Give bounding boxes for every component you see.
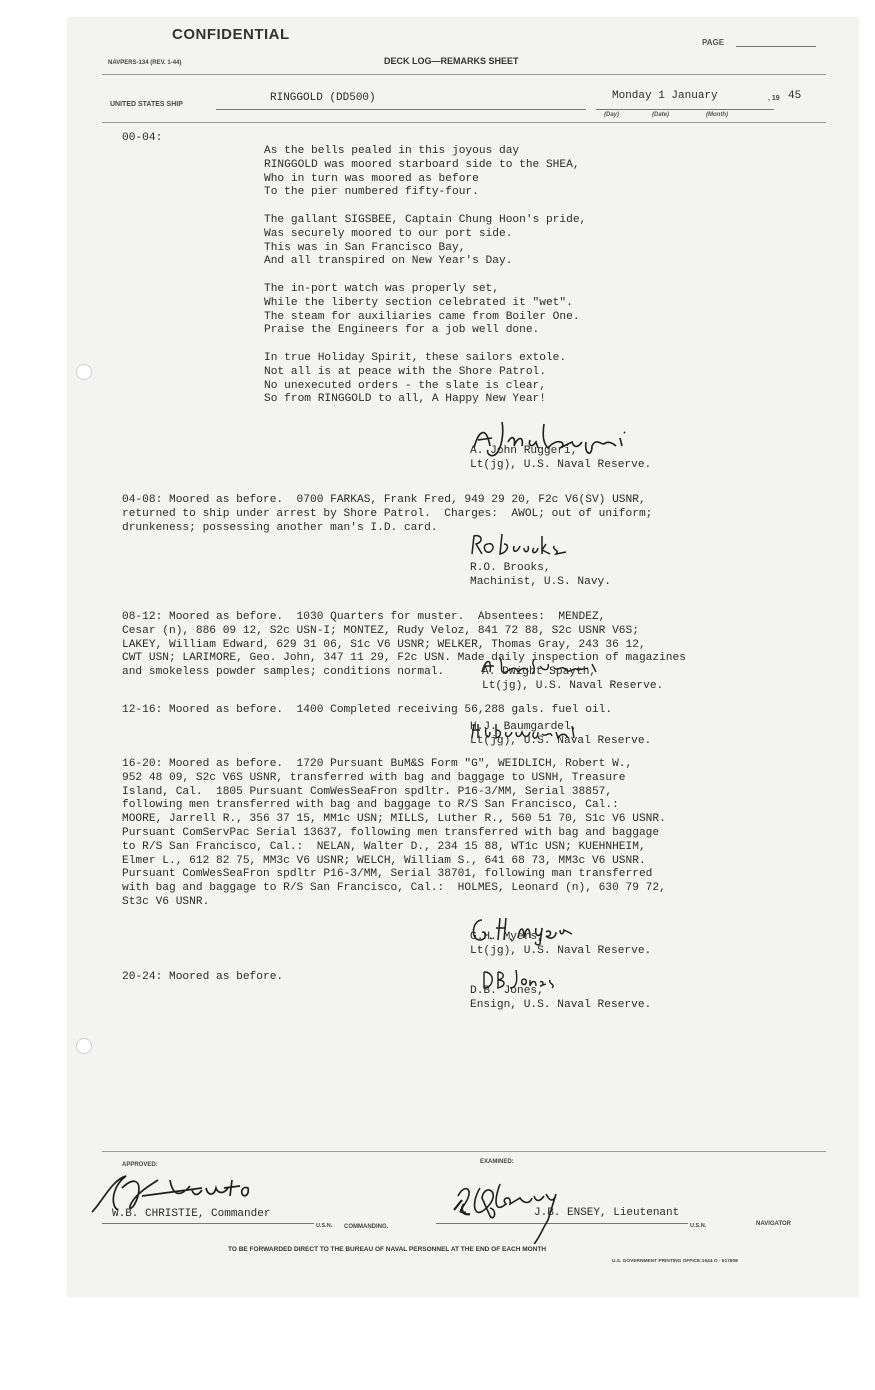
printing-office-note: U.S. GOVERNMENT PRINTING OFFICE:1944 O - 617808 xyxy=(612,1259,738,1264)
remark-entry-04-08: 04-08: Moored as before. 0700 FARKAS, Frank Fred, 949 29 20, F2c V6(SV) USNR, returned to ship under arrest by Shore Patrol. Charges: AWOL; out of uniform; drunkeness; possessing another man's I.D. card. xyxy=(122,494,653,534)
year-prefix: , 19 xyxy=(768,95,780,102)
punch-hole xyxy=(76,1038,92,1054)
confidential-stamp: CONFIDENTIAL xyxy=(172,26,290,43)
remark-entry-20-24: 20-24: Moored as before. xyxy=(122,971,284,983)
remark-entry-16-20: 16-20: Moored as before. 1720 Pursuant BuM&S Form "G", WEIDLICH, Robert W., 952 48 09, S2c V6S USNR, transferred with bag and baggage to USNH, Treasure Island, Cal. 1805 Pursuant ComWesSeaFron spdltr. P16-3/MM, Serial 38857, following men transferred with bag and baggage to R/S San Francisco, Cal.: MOORE, Jarrell R., 356 37 15, MM1c USN; MILLS, Luther R., 560 51 70, S1c V6 USNR. Pursuant ComServPac Serial 13637, following men transferred with bag and baggage to R/S San Francisco, Cal.: NELAN, Walter D., 234 15 88, WT1c USN; KUEHNHEIM, Elmer L., 612 82 75, MM3c V6 USNR; WELCH, William S., 641 68 73, MM3c V6 USNR. Pursuant ComWesSeaFron spdltr P16-3/MM, Serial 38701, following man transferred with bag and baggage to R/S San Francisco, Cal.: HOLMES, Leonard (n), 630 79 72, St3c V6 USNR. xyxy=(122,758,666,908)
year-suffix: 45 xyxy=(788,90,802,102)
remark-entry-08-12: 08-12: Moored as before. 1030 Quarters for muster. Absentees: MENDEZ, Cesar (n), 886 09 12, S2c USN-I; MONTEZ, Rudy Veloz, 841 72 88, S2c USNR V6S; LAKEY, William Edward, 629 31 06, S1c V6 USNR; WELKER, Thomas Gray, 243 36 12, CWT USN; LARIMORE, Geo. John, 347 11 29, F2c USN. Made daily inspection of magazines and smokeless powder samples; conditions normal. xyxy=(122,611,686,679)
navigator-label: NAVIGATOR xyxy=(756,1221,792,1227)
month-caption: (Month) xyxy=(706,112,728,118)
footer-rule xyxy=(102,1151,826,1152)
form-title: DECK LOG—REMARKS SHEET xyxy=(384,56,519,66)
remark-entry-12-16: 12-16: Moored as before. 1400 Completed receiving 56,288 gals. fuel oil. xyxy=(122,704,613,716)
approved-sign-line xyxy=(102,1223,314,1224)
commander-name: W.B. CHRISTIE, Commander xyxy=(112,1208,271,1220)
signer-block-jones: D.B. Jones, Ensign, U.S. Naval Reserve. xyxy=(470,985,652,1011)
ship-name: RINGGOLD (DD500) xyxy=(270,92,376,104)
signer-block-baumgardel: H.J. Baumgardel, Lt(jg), U.S. Naval Reserve. xyxy=(470,721,652,747)
day-caption: (Day) xyxy=(604,112,620,118)
punch-hole xyxy=(76,364,92,380)
signer-block-brooks: R.O. Brooks, Machinist, U.S. Navy. xyxy=(470,562,611,588)
remark-entry-00-04: As the bells pealed in this joyous day RINGGOLD was moored starboard side to the SHEA, Who in turn was moored as before To the pier numbered fifty-four. The gallant SIGSBEE, Captain Chung Hoon's pride, Was securely moored to our port side. This was in San Francisco Bay, And all transpired on New Year's Day. The in-port watch was properly set, While the liberty section celebrated it "wet". The steam for auxiliaries came from Boiler One. Praise the Engineers for a job well done. In true Holiday Spirit, these sailors extole. Not all is at peace with the Shore Patrol. No unexecuted orders - the slate is clear, So from RINGGOLD to all, A Happy New Year! xyxy=(264,145,587,406)
log-date: Monday 1 January xyxy=(612,90,718,102)
date-line xyxy=(596,109,774,110)
signer-block-spayth: A. Dwight Spayth, Lt(jg), U.S. Naval Reserve. xyxy=(482,666,664,692)
usn-label: U.S.N. xyxy=(316,1223,333,1229)
examined-label: EXAMINED: xyxy=(480,1159,514,1165)
form-number: NAVPERS-134 (REV. 1-44) xyxy=(108,60,182,66)
approved-label: APPROVED: xyxy=(122,1162,158,1168)
navigator-name: J.B. ENSEY, Lieutenant xyxy=(534,1207,680,1219)
usn-label-2: U.S.N. xyxy=(690,1223,707,1229)
watch-time-00-04: 00-04: xyxy=(122,132,163,144)
ship-name-line xyxy=(216,109,586,110)
date-caption: (Date) xyxy=(652,112,670,118)
signer-block-ruggeri: A. John Ruggeri, Lt(jg), U.S. Naval Reserve. xyxy=(470,445,652,471)
signer-block-myers: G.H. Myers, Lt(jg), U.S. Naval Reserve. xyxy=(470,931,652,957)
ship-rule xyxy=(102,122,826,123)
page-number-line xyxy=(736,46,816,47)
commanding-label: COMMANDING. xyxy=(344,1224,389,1230)
forwarding-note: TO BE FORWARDED DIRECT TO THE BUREAU OF NAVAL PERSONNEL AT THE END OF EACH MONTH xyxy=(228,1246,547,1253)
deck-log-sheet xyxy=(68,18,858,1296)
signature-brooks xyxy=(468,530,578,560)
page-label: PAGE xyxy=(702,38,725,47)
ship-label: UNITED STATES SHIP xyxy=(110,101,183,108)
header-rule xyxy=(102,74,826,75)
